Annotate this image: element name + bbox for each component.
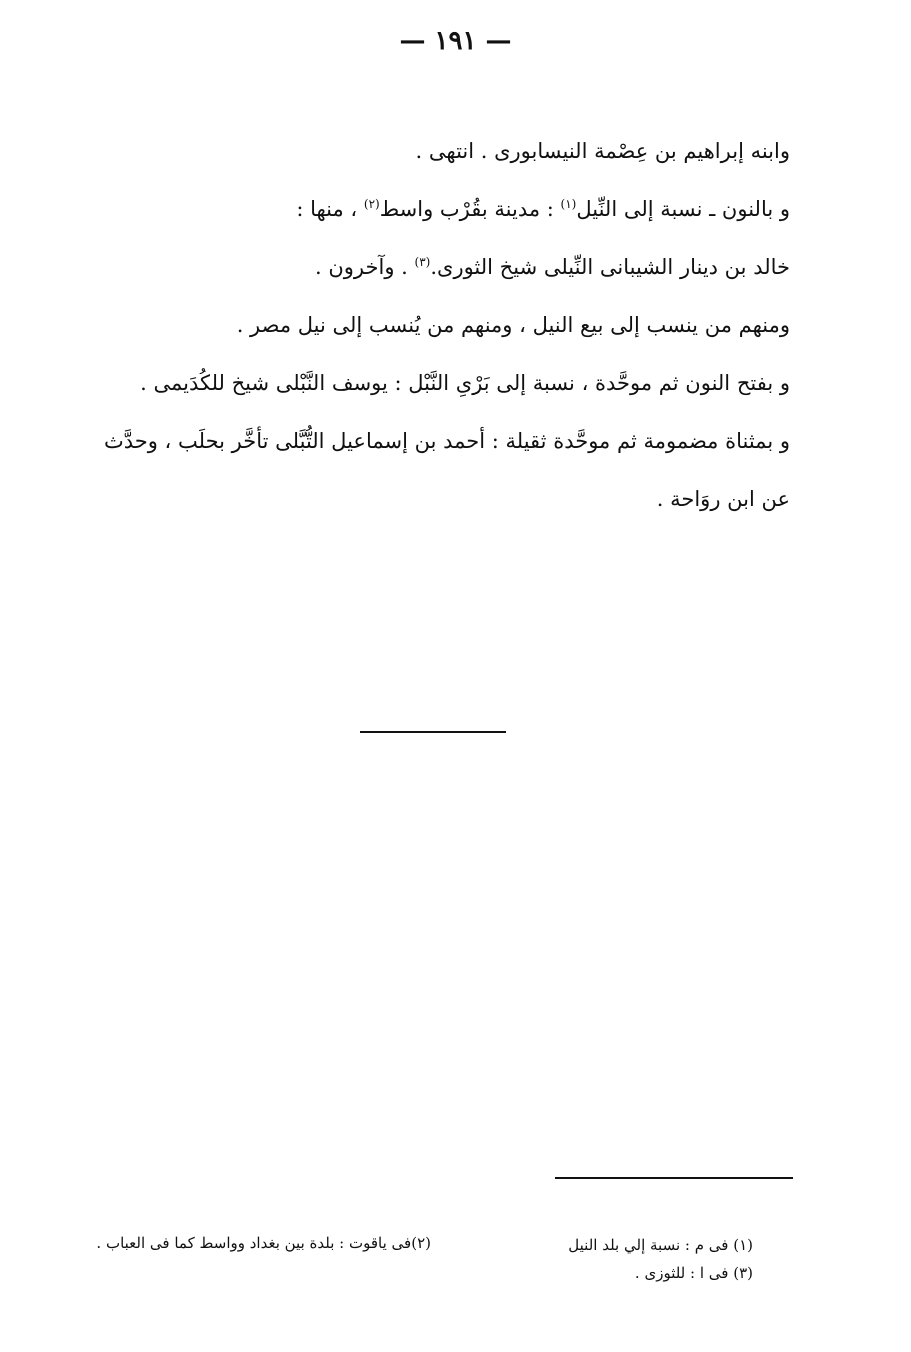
section-divider	[360, 731, 506, 733]
text-line-4: ومنهم من ينسب إلى بيع النيل ، ومنهم من يُنسب إلى نيل مصر .	[236, 313, 790, 337]
footnote-3: (٣) فى ا : للثوزى .	[634, 1264, 753, 1282]
footnote-1: (١) فى م : نسبة إلي بلد النيل	[568, 1236, 753, 1254]
text-line-6: و بمثناة مضمومة ثم موحَّدة ثقيلة : أحمد بن إسماعيل التُّبَّلى تأخَّر بحلَب ، وحدَّث عن ابن روَاحة .	[103, 429, 790, 511]
page-number: — ١٩١ —	[399, 26, 512, 56]
text-line-3-part-a: خالد بن دينار الشيبانى النِّيلى شيخ الثورى.	[430, 255, 790, 279]
text-line-2	[70, 180, 790, 238]
footnote-ref-3[interactable]: (٣)	[414, 255, 431, 269]
footnote-ref-2[interactable]: (٢)	[363, 197, 380, 211]
text-line-3	[70, 238, 790, 296]
main-text	[70, 122, 790, 528]
text-line-2-part-a: و بالنون ـ نسبة إلى النِّيل	[576, 197, 790, 221]
footnote-divider	[555, 1177, 793, 1179]
footnote-2: (٢)فى ياقوت : بلدة بين بغداد وواسط كما فى العباب .	[96, 1234, 431, 1252]
text-line-3-part-b: . وآخرون .	[315, 255, 415, 279]
text-line-2-part-b: : مدينة بقُرْب واسط	[379, 197, 561, 221]
text-line-2-part-c: ، منها :	[296, 197, 364, 221]
footnote-ref-1[interactable]: (١)	[560, 197, 577, 211]
text-line-5: و بفتح النون ثم موحَّدة ، نسبة إلى بَرْىِ النَّبْل : يوسف النَّبْلى شيخ للكُدَيمى .	[140, 371, 790, 395]
text-line-1: وابنه إبراهيم بن عِصْمة النيسابورى . انتهى .	[415, 139, 790, 163]
